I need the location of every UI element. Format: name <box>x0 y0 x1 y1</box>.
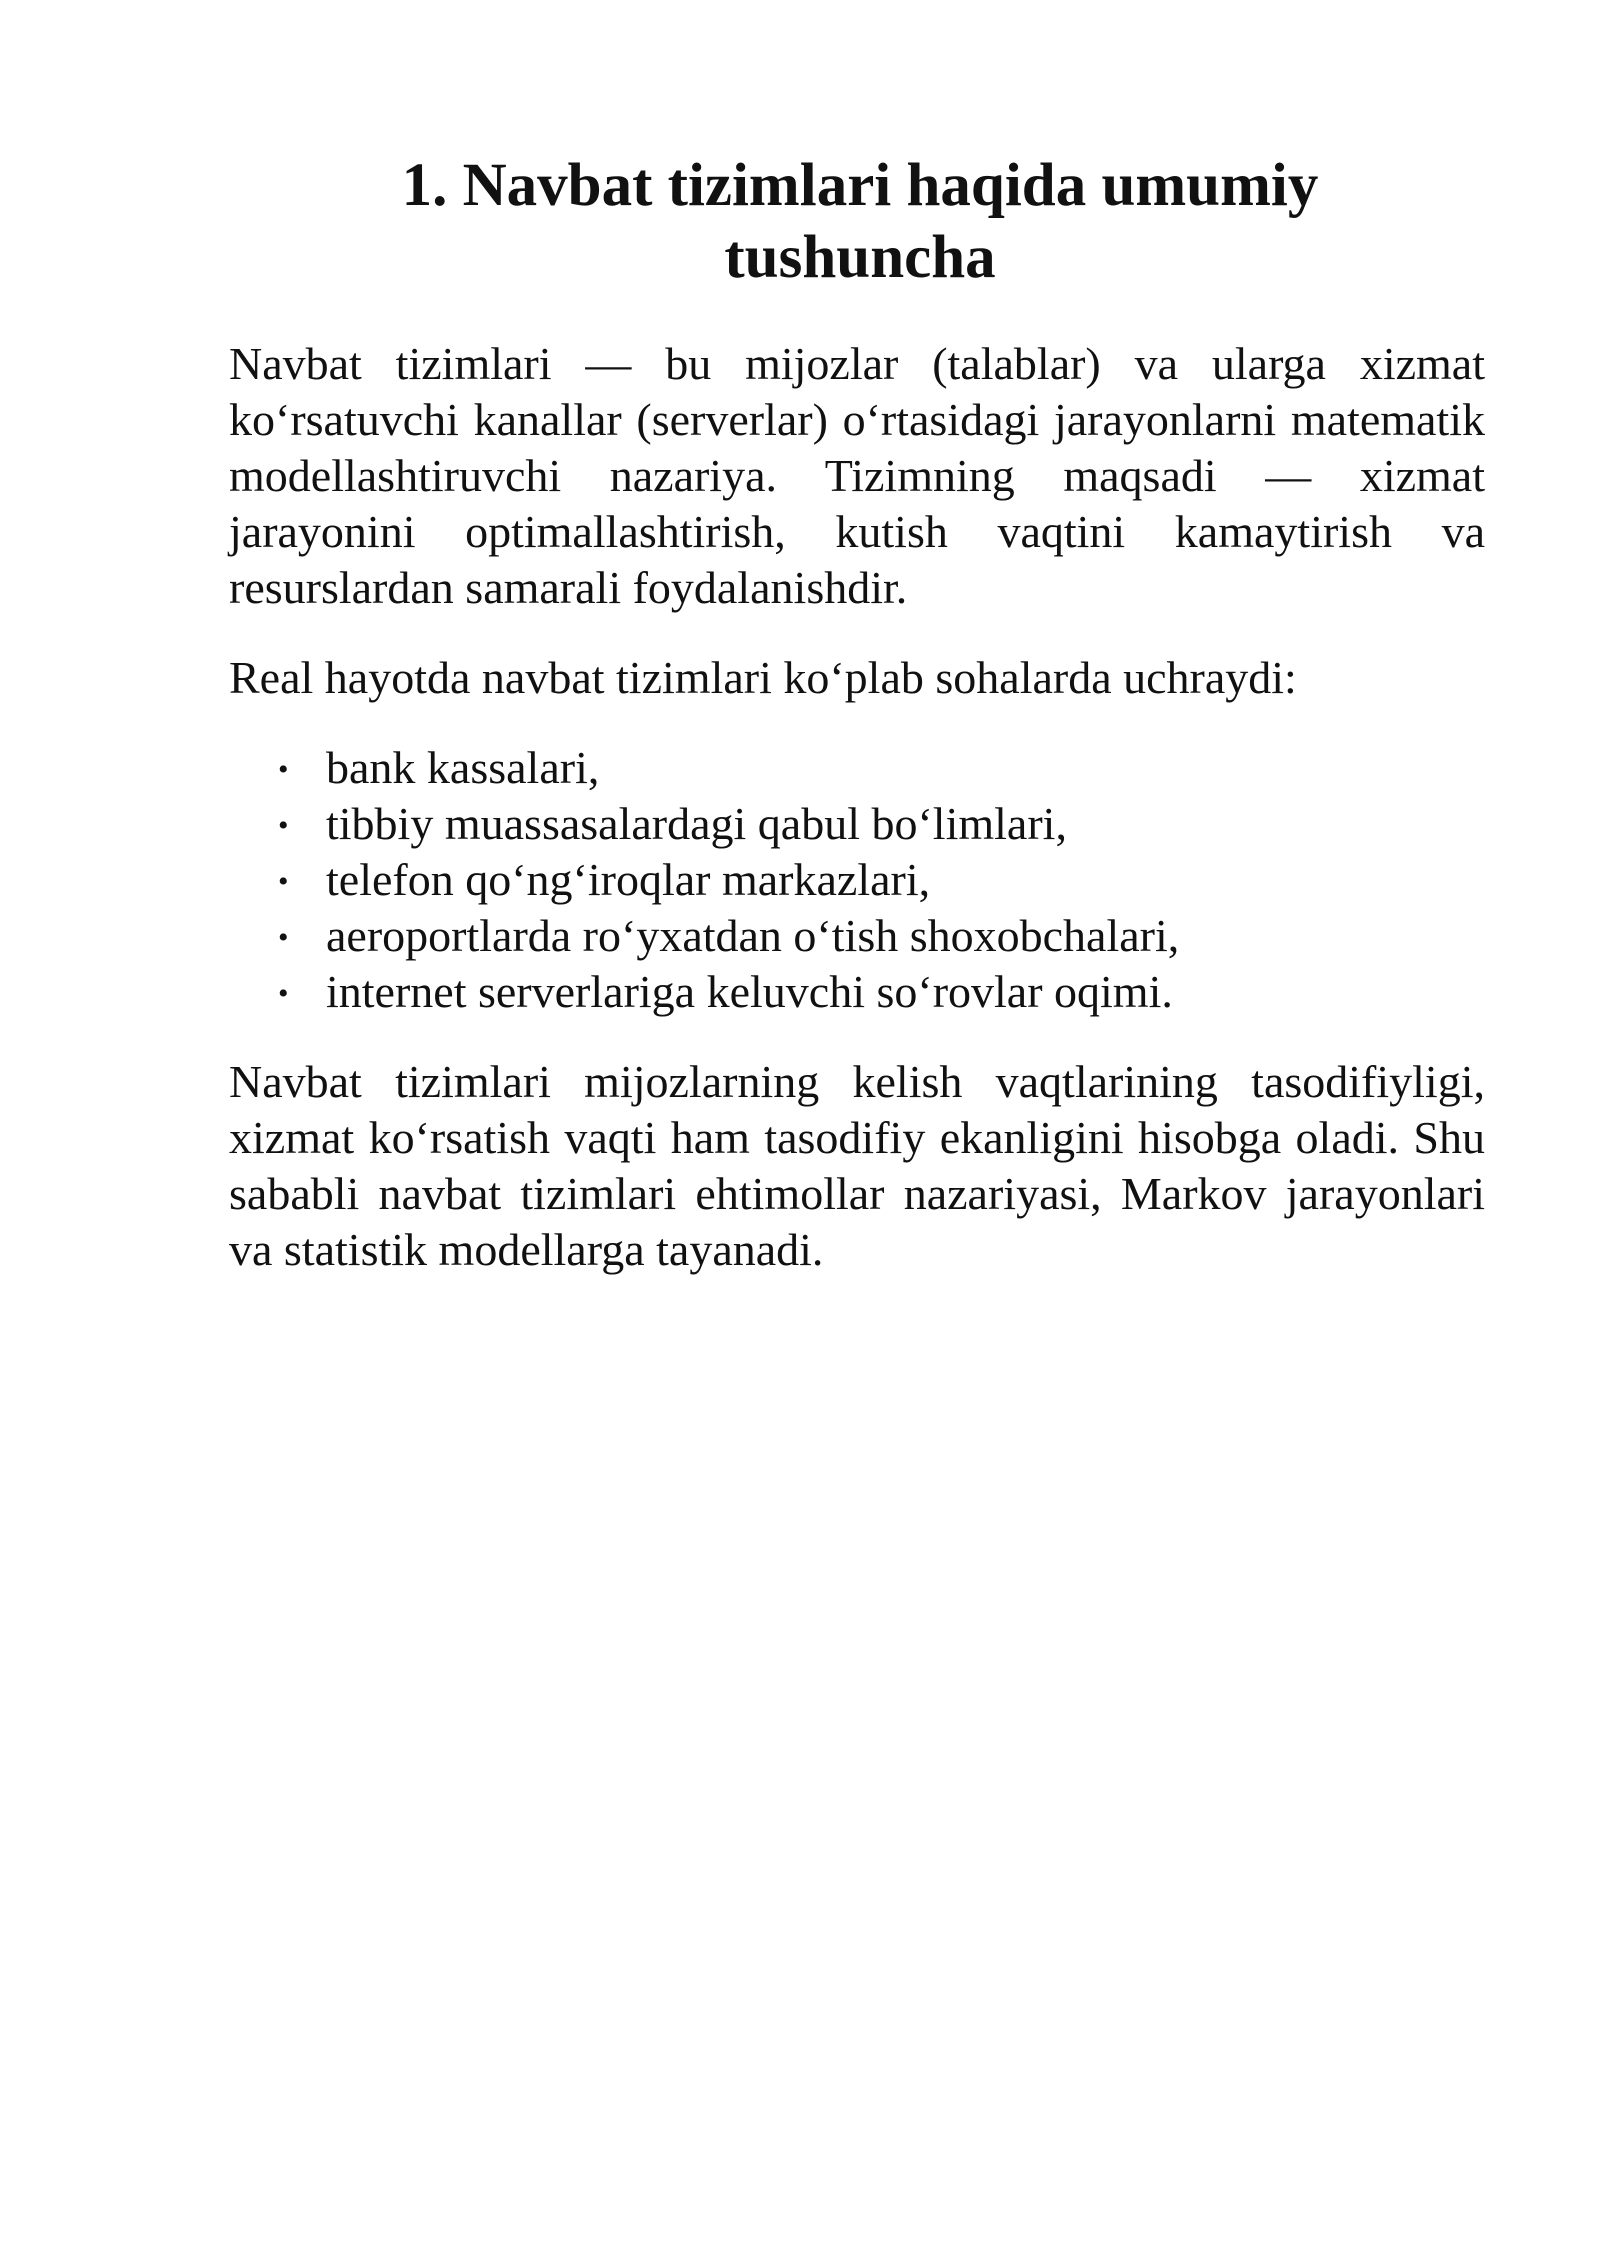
list-item-text: internet serverlariga keluvchi so‘rovlar oqimi. <box>326 966 1173 1017</box>
examples-bullet-list <box>229 740 1485 1020</box>
list-item <box>229 740 1485 796</box>
list-item-text: telefon qo‘ng‘iroqlar markazlari, <box>326 854 931 905</box>
bullet-icon: • <box>278 977 289 1010</box>
list-item <box>229 964 1485 1020</box>
title-line-1: 1. Navbat tizimlari haqida umumiy <box>401 152 1319 219</box>
list-item <box>229 796 1485 852</box>
bullet-icon: • <box>278 753 289 786</box>
document-page <box>229 150 1485 1278</box>
page-title <box>229 150 1485 294</box>
conclusion-paragraph: Navbat tizimlari mijozlarning kelish vaqtlarining tasodifiyligi, xizmat ko‘rsatish vaqti ham tasodifiy ekanligini hisobga oladi. Shu sababli navbat tizimlari ehtimollar nazariyasi, Markov jarayonlari va statistik modellarga tayanadi. <box>229 1056 1485 1275</box>
list-item <box>229 852 1485 908</box>
list-item-text: tibbiy muassasalardagi qabul bo‘limlari, <box>326 798 1067 849</box>
bullet-icon: • <box>278 921 289 954</box>
list-item <box>229 908 1485 964</box>
examples-lead-paragraph: Real hayotda navbat tizimlari ko‘plab sohalarda uchraydi: <box>229 652 1297 703</box>
title-line-2: tushuncha <box>724 224 996 291</box>
intro-paragraph: Navbat tizimlari — bu mijozlar (talablar) va ularga xizmat ko‘rsatuvchi kanallar (serverlar) o‘rtasidagi jarayonlarni matematik modellashtiruvchi nazariya. Tizimning maqsadi — xizmat jarayonini optimallashtirish, kutish vaqtini kamaytirish va resurslardan samarali foydalanishdir. <box>229 338 1485 613</box>
list-item-text: aeroportlarda ro‘yxatdan o‘tish shoxobchalari, <box>326 910 1180 961</box>
bullet-icon: • <box>278 865 289 898</box>
list-item-text: bank kassalari, <box>326 742 600 793</box>
bullet-icon: • <box>278 809 289 842</box>
